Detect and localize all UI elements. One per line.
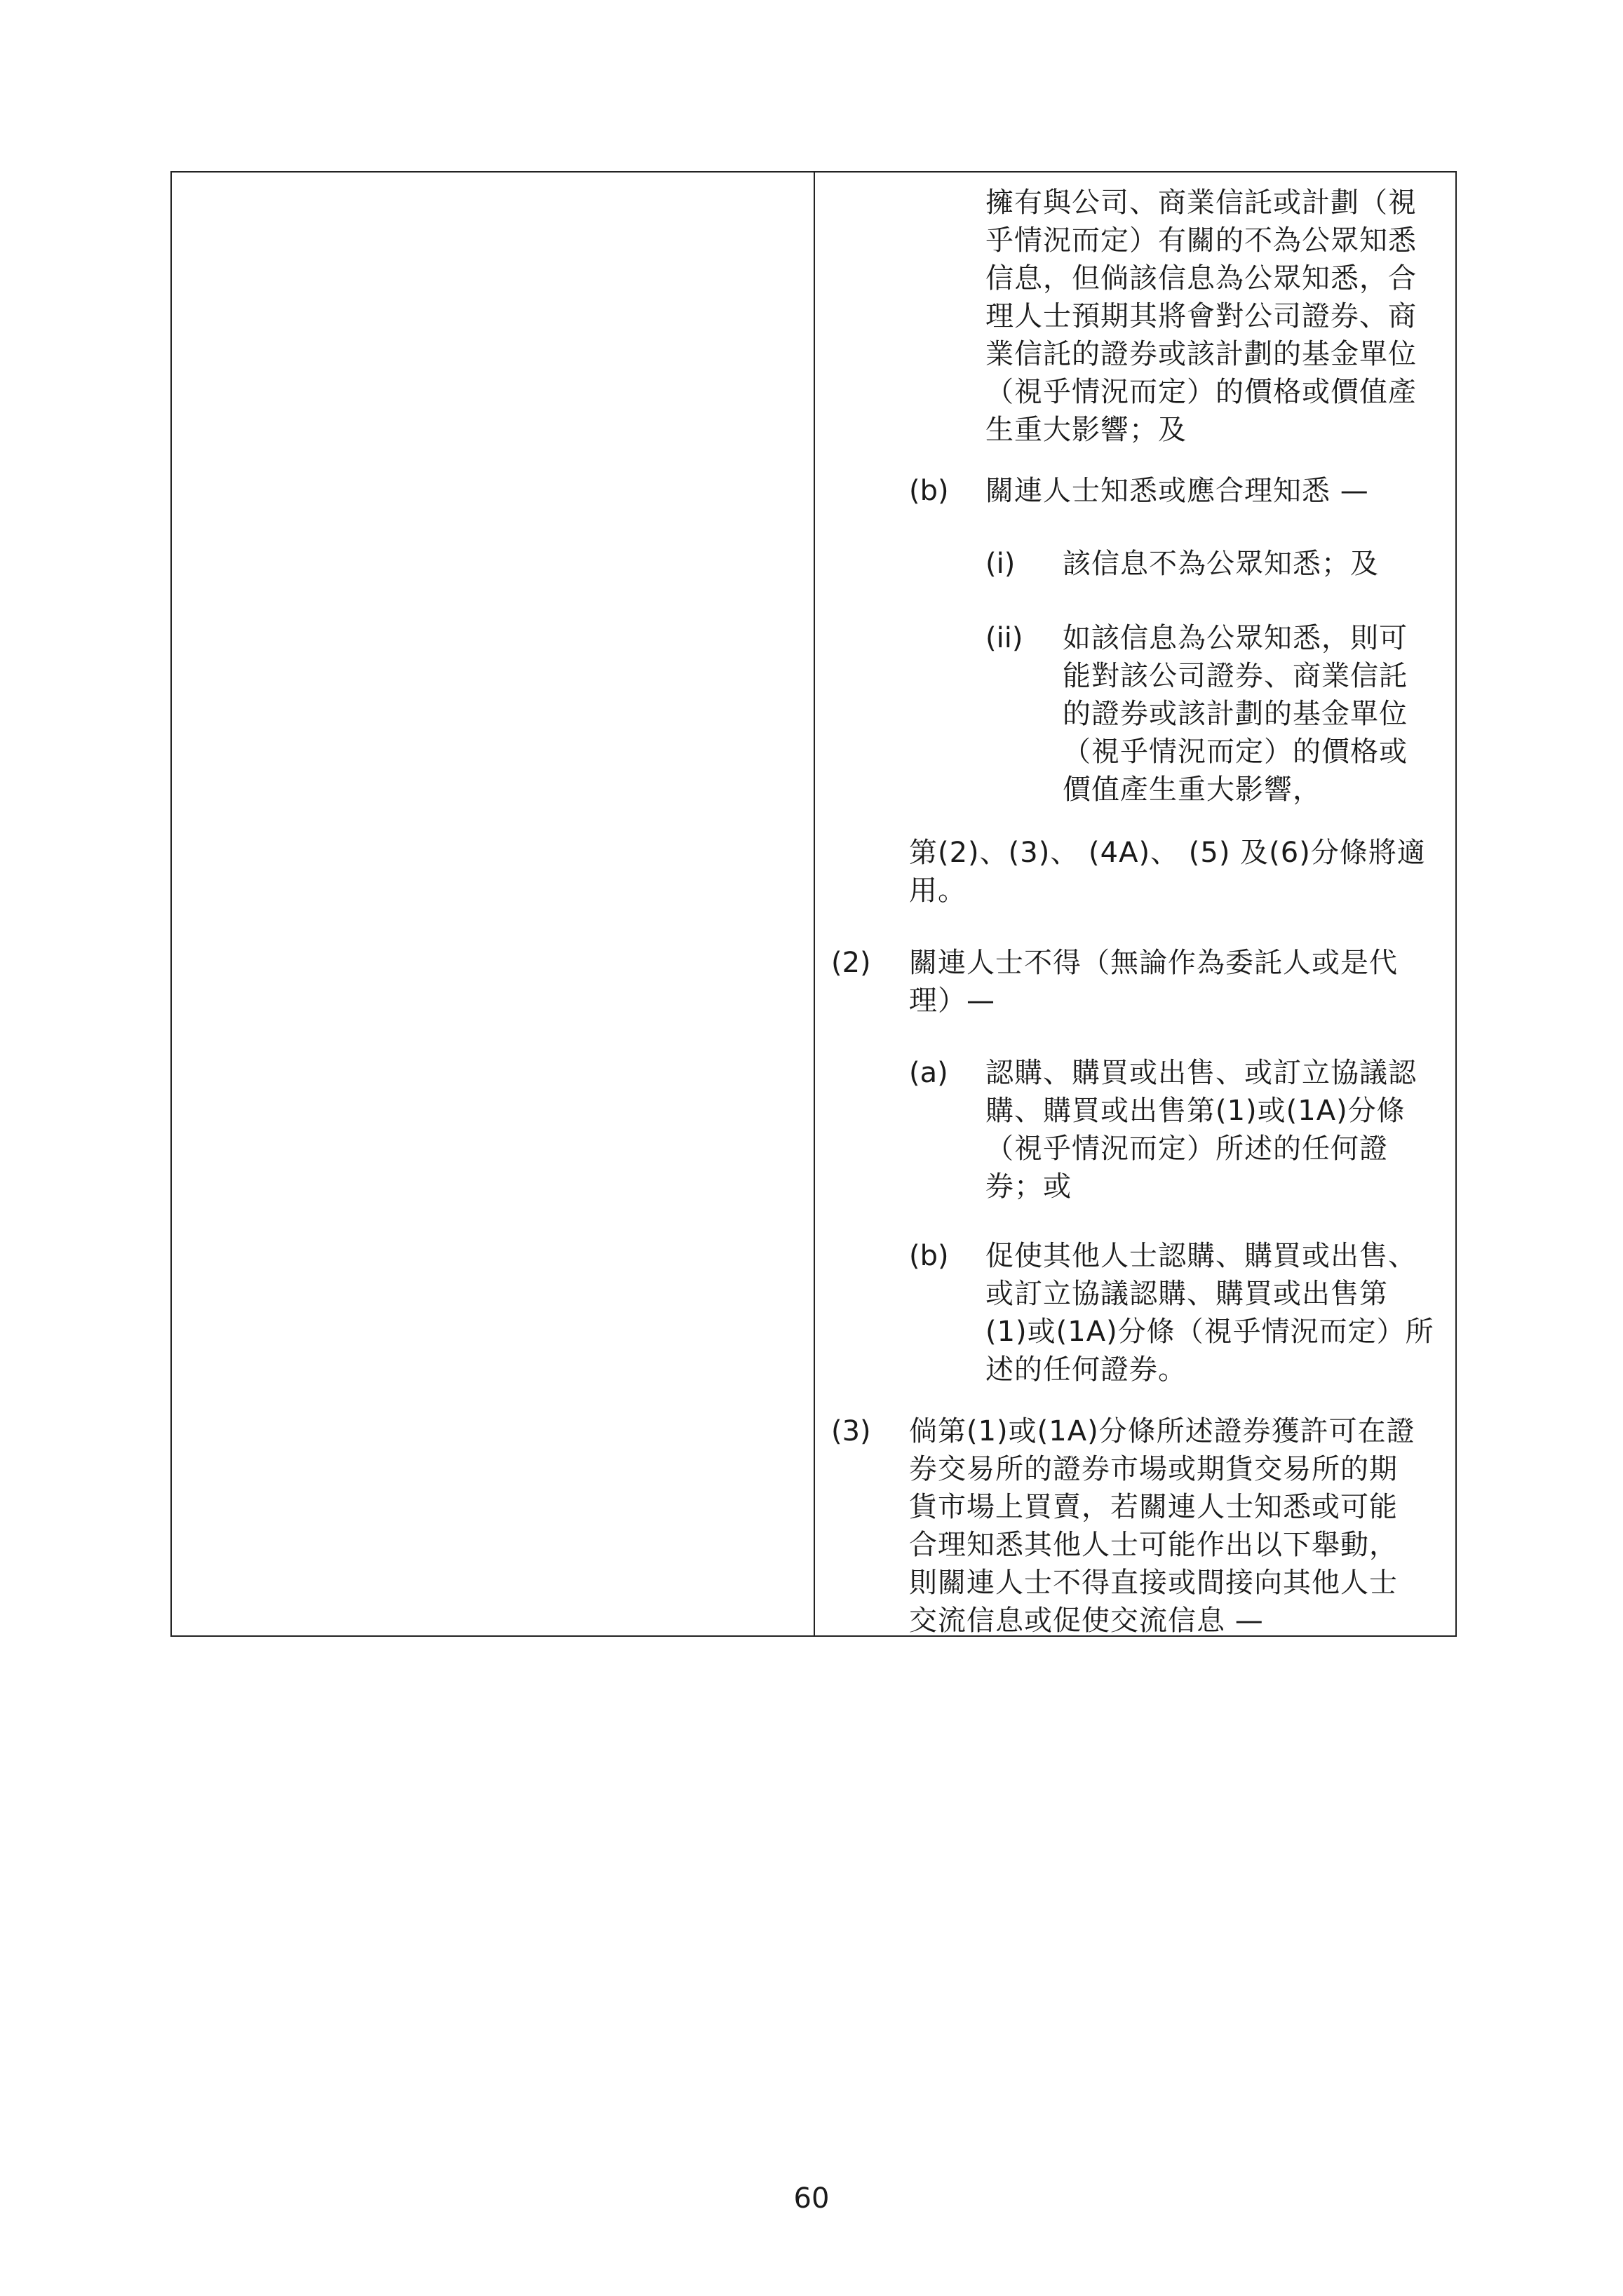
text-line: (1)或(1A)分條（視乎情況而定）所	[985, 1316, 1434, 1348]
text-line: 述的任何證券。	[985, 1353, 1187, 1386]
text-line: 用。	[909, 874, 967, 907]
text-line: 業信託的證券或該計劃的基金單位	[985, 338, 1417, 370]
text-line: 生重大影響；及	[985, 414, 1187, 446]
clause-label: (a)	[909, 1057, 948, 1089]
text-line: 認購、購買或出售、或訂立協議認	[985, 1057, 1417, 1089]
text-line: 貨市場上買賣，若關連人士知悉或可能	[909, 1491, 1398, 1523]
clause-label: (b)	[909, 475, 949, 507]
page-number: 60	[793, 2182, 830, 2215]
text-line: 如該信息為公眾知悉，則可	[1063, 622, 1408, 654]
text-line: 交流信息或促使交流信息 —	[909, 1605, 1264, 1637]
text-line: 合理知悉其他人士可能作出以下舉動，	[909, 1529, 1398, 1561]
text-line: （視乎情況而定）的價格或	[1063, 736, 1408, 768]
text-line: 第(2)、(3)、 (4A)、 (5) 及(6)分條將適	[909, 837, 1426, 869]
text-line: 能對該公司證券、商業信託	[1063, 660, 1408, 692]
clause-label: (b)	[909, 1240, 949, 1272]
text-line: （視乎情況而定）的價格或價值產	[985, 376, 1417, 408]
text-line: 則關連人士不得直接或間接向其他人士	[909, 1567, 1398, 1599]
text-line: 倘第(1)或(1A)分條所述證券獲許可在證	[909, 1415, 1415, 1447]
text-line: 該信息不為公眾知悉；及	[1063, 548, 1379, 580]
text-line: 關連人士不得（無論作為委託人或是代	[909, 947, 1398, 979]
text-line: 券交易所的證券市場或期貨交易所的期	[909, 1453, 1398, 1485]
clause-label: (ii)	[985, 622, 1023, 654]
text-line: 或訂立協議認購、購買或出售第	[985, 1278, 1388, 1310]
clause-label: (3)	[831, 1415, 871, 1447]
text-line: 關連人士知悉或應合理知悉 —	[985, 475, 1369, 507]
column-divider	[814, 171, 815, 1637]
text-line: 理人士預期其將會對公司證券、商	[985, 300, 1417, 332]
text-line: 乎情況而定）有關的不為公眾知悉	[985, 224, 1417, 257]
text-line: 券；或	[985, 1170, 1072, 1203]
text-line: 促使其他人士認購、購買或出售、	[985, 1240, 1417, 1272]
text-line: 擁有與公司、商業信託或計劃（視	[985, 187, 1417, 219]
text-line: 的證券或該計劃的基金單位	[1063, 698, 1408, 730]
text-line: 價值產生重大影響，	[1063, 774, 1321, 806]
clause-label: (i)	[985, 548, 1016, 580]
text-line: 理）—	[909, 985, 995, 1017]
text-line: 信息，但倘該信息為公眾知悉，合	[985, 262, 1417, 295]
text-line: （視乎情況而定）所述的任何證	[985, 1133, 1388, 1165]
clause-label: (2)	[831, 947, 871, 979]
text-line: 購、購買或出售第(1)或(1A)分條	[985, 1095, 1406, 1127]
